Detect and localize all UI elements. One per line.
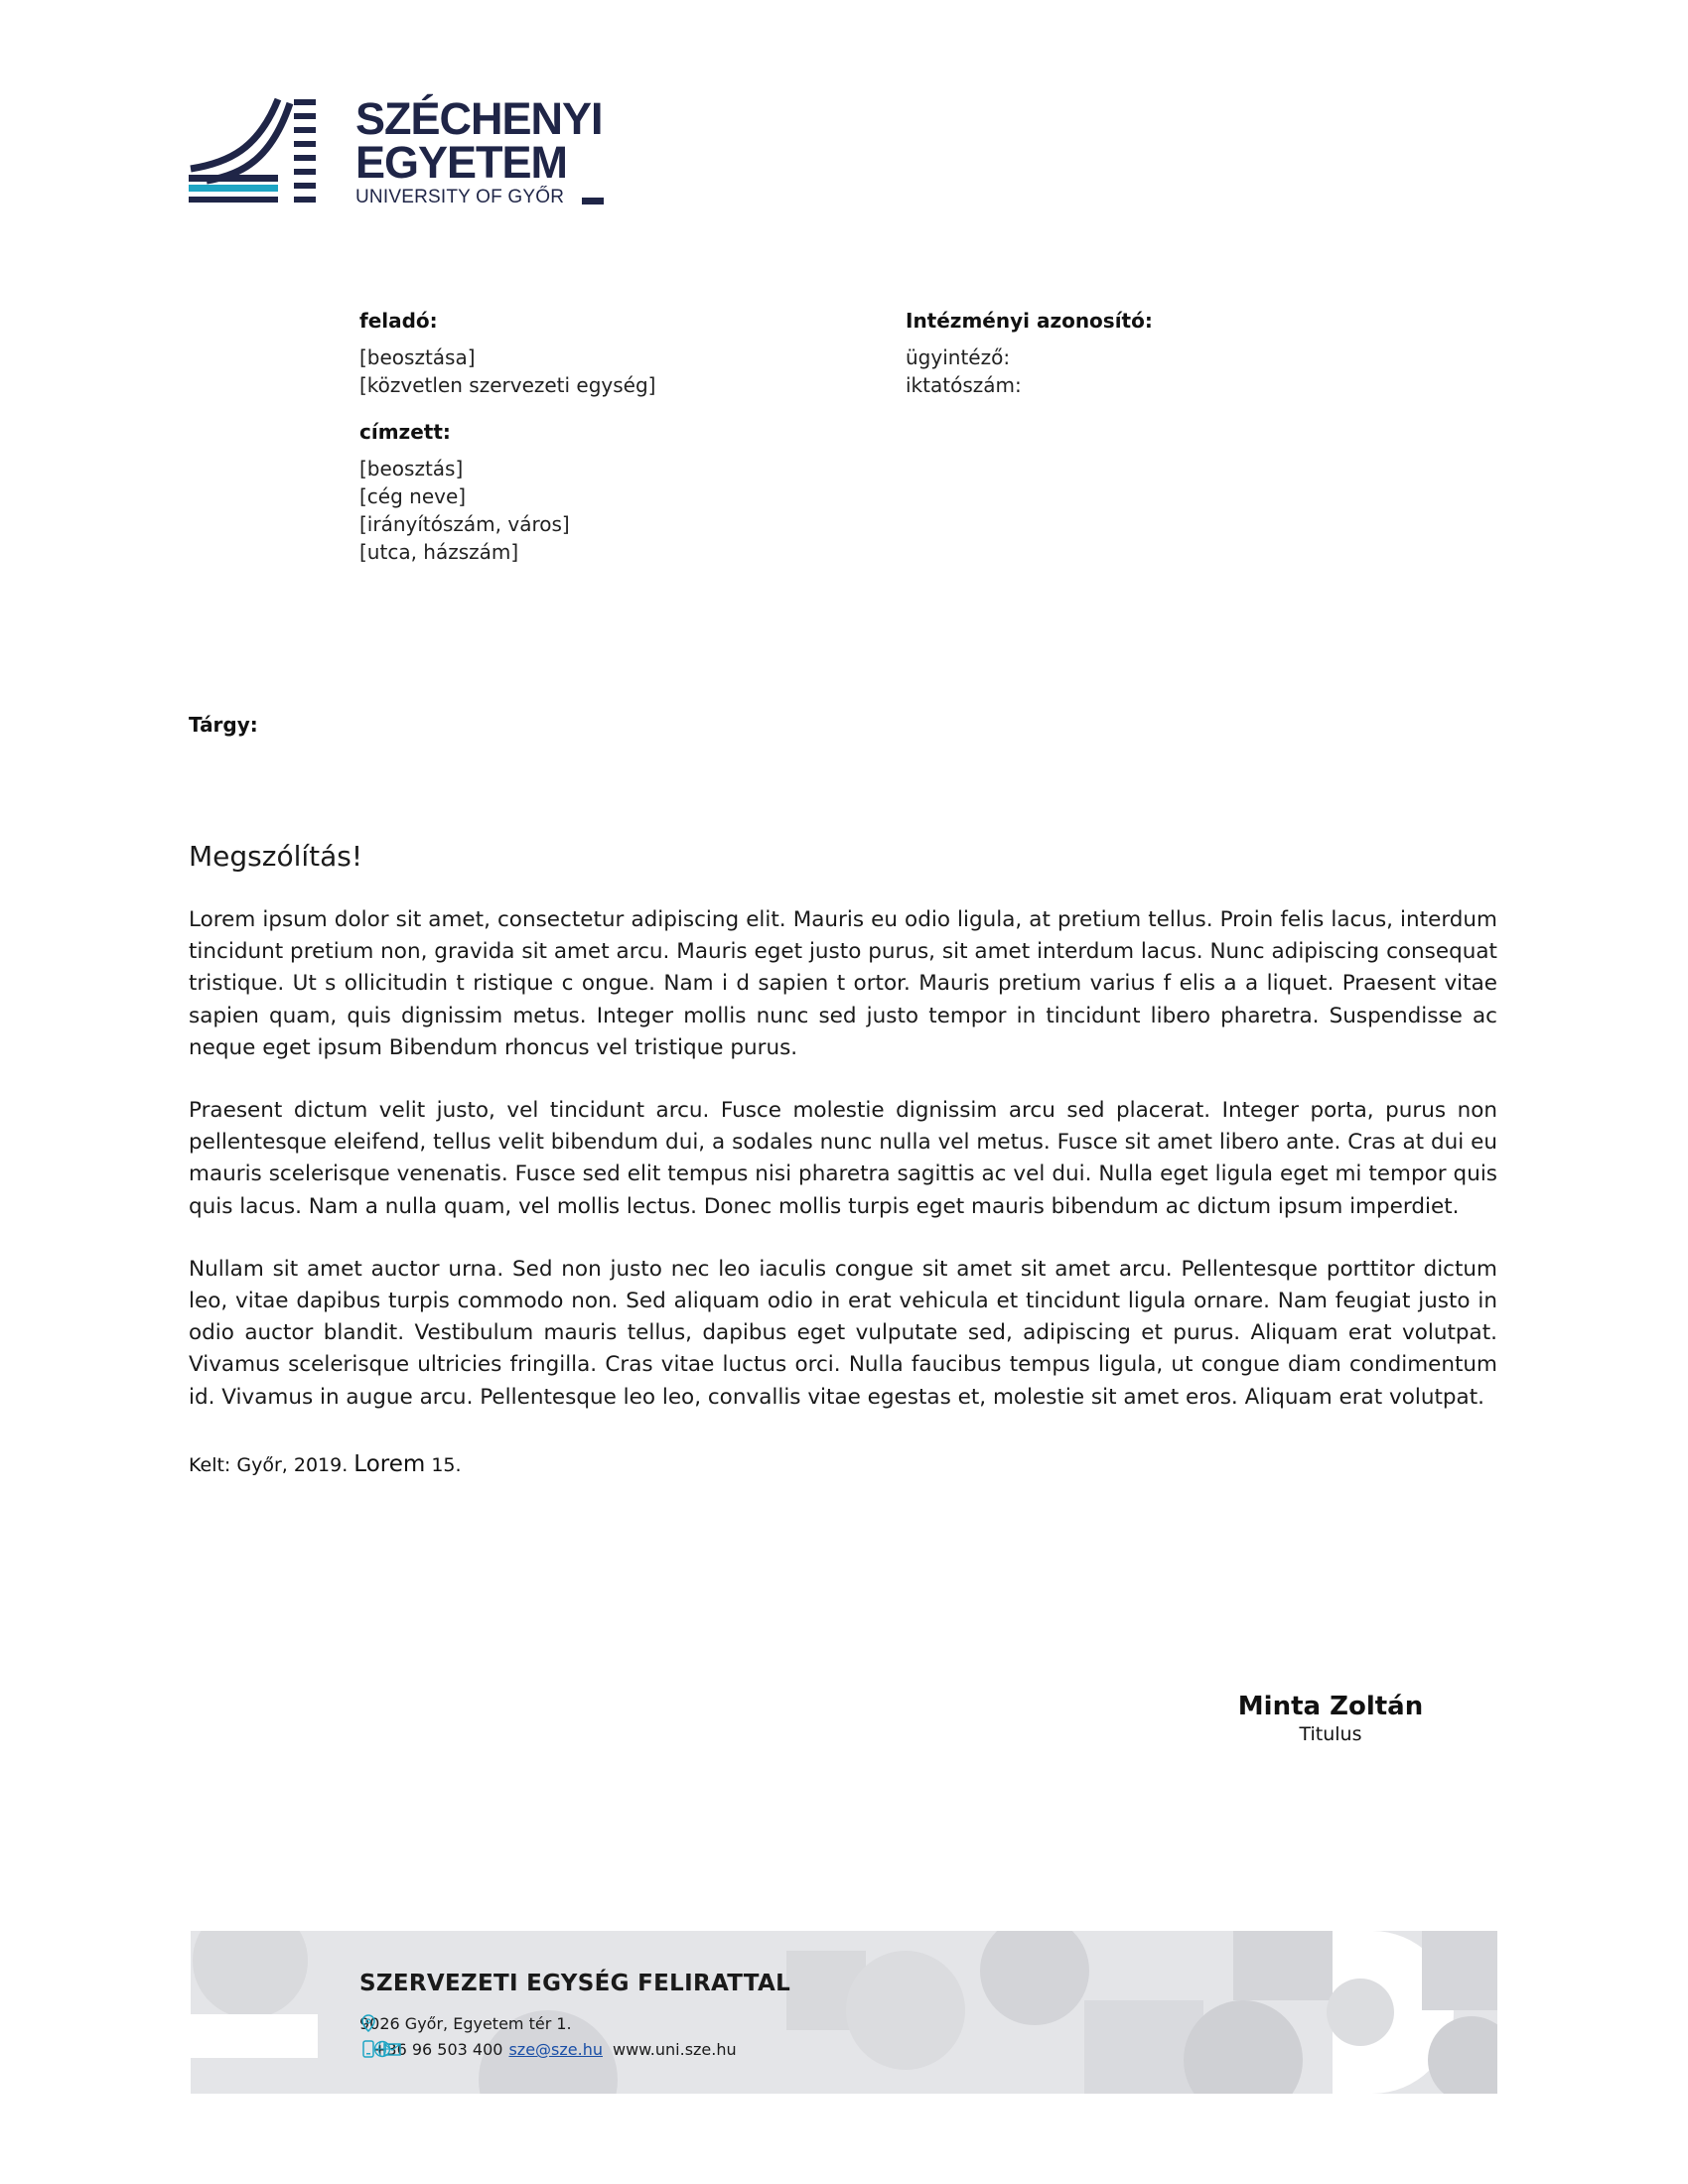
- institution-block: [906, 308, 1153, 399]
- institution-line: iktatószám:: [906, 373, 1022, 397]
- body-paragraph: Lorem ipsum dolor sit amet, consectetur adipiscing elit. Mauris eu odio ligula, at pretium tellus. Proin felis lacus, interdum tincidunt pretium non, gravida sit amet arcu. Mauris eget justo purus, sit amet interdum lacus. Nunc adipiscing consequat tristique. Ut s ollicitudin t ristique c ongue. Nam i d sapien t ortor. Mauris pretium varius f elis a a liquet. Praesent vitae sapien quam, quis dignissim metus. Integer mollis nunc sed justo tempor in tincidunt libero pharetra. Suspendisse ac neque eget ipsum Bibendum rhoncus vel tristique purus.: [189, 907, 1497, 1060]
- sender-heading: feladó:: [359, 309, 438, 333]
- recipient-line: [utca, házszám]: [359, 540, 519, 564]
- letter-body: [189, 904, 1497, 1444]
- logo-wordmark: [355, 93, 604, 210]
- institution-heading: Intézményi azonosító:: [906, 309, 1153, 333]
- subject-label: Tárgy:: [189, 713, 258, 737]
- recipient-line: [beosztás]: [359, 457, 464, 480]
- location-pin-icon: [359, 2014, 377, 2032]
- logo-mark-icon: [189, 97, 318, 206]
- recipient-heading: címzett:: [359, 420, 451, 444]
- sender-block: [359, 308, 656, 399]
- footer-banner: [191, 1931, 1497, 2094]
- institution-line: ügyintéző:: [906, 345, 1011, 369]
- footer-contact-row: [359, 2040, 737, 2059]
- signature-block: [1182, 1692, 1479, 1745]
- logo-line-3: UNIVERSITY OF GYŐR: [355, 185, 604, 210]
- globe-icon: [373, 2040, 391, 2058]
- logo-line-1: SZÉCHENYI: [355, 93, 603, 144]
- recipient-block: [359, 419, 570, 566]
- footer-pattern: [191, 1931, 1497, 2094]
- date-prefix: Kelt: Győr, 2019.: [189, 1454, 349, 1476]
- body-paragraph: Praesent dictum velit justo, vel tincidunt arcu. Fusce molestie dignissim arcu sed placerat. Integer porta, purus non pellentesque eleifend, tellus velit bibendum dui, a sodales nunc nulla vel metus. Fusce sit amet libero ante. Cras at dui eu mauris scelerisque venenatis. Fusce sed elit tempus nisi pharetra sagittis ac vel dui. Nulla eget ligula eget mi tempor quis quis lacus. Nam a nulla quam, vel mollis lectus. Donec mollis turpis eget mauris bibendum ac dictum ipsum imperdiet.: [189, 1098, 1497, 1219]
- date-line: [189, 1451, 462, 1477]
- date-day: 15.: [431, 1454, 462, 1476]
- logo-line-2: EGYETEM: [355, 137, 568, 188]
- signature-name: Minta Zoltán: [1237, 1692, 1424, 1721]
- salutation: Megszólítás!: [189, 840, 363, 873]
- university-logo: [189, 93, 626, 207]
- sender-line: [beosztása]: [359, 345, 476, 369]
- sender-line: [közvetlen szervezeti egység]: [359, 373, 656, 397]
- footer-phone: +36 96 503 400: [373, 2040, 503, 2059]
- date-month: Lorem: [353, 1451, 426, 1477]
- footer-email-link[interactable]: sze@sze.hu: [508, 2040, 603, 2059]
- recipient-line: [irányítószám, város]: [359, 512, 570, 536]
- footer-unit-title: SZERVEZETI EGYSÉG FELIRATTAL: [359, 1971, 791, 1996]
- footer-address: 9026 Győr, Egyetem tér 1.: [359, 2014, 572, 2033]
- signature-title: Titulus: [1299, 1723, 1362, 1745]
- body-paragraph: Nullam sit amet auctor urna. Sed non justo nec leo iaculis congue sit amet sit amet arcu. Pellentesque porttitor dictum leo, vitae dapibus turpis commodo non. Sed aliquam odio in erat vehicula et tincidunt ligula ornare. Nam feugiat justo in odio auctor blandit. Vestibulum mauris tellus, dapibus eget vulputate sed, adipiscing et purus. Aliquam erat volutpat. Vivamus scelerisque ultricies fringilla. Cras vitae luctus orci. Nulla faucibus tempus ligula, ut congue diam condimentum id. Vivamus in augue arcu. Pellentesque leo leo, convallis vitae egestas et, molestie sit amet eros. Aliquam erat volutpat.: [189, 1256, 1497, 1410]
- footer-website[interactable]: www.uni.sze.hu: [613, 2040, 737, 2059]
- recipient-line: [cég neve]: [359, 484, 467, 508]
- footer-address-row: [359, 2014, 572, 2033]
